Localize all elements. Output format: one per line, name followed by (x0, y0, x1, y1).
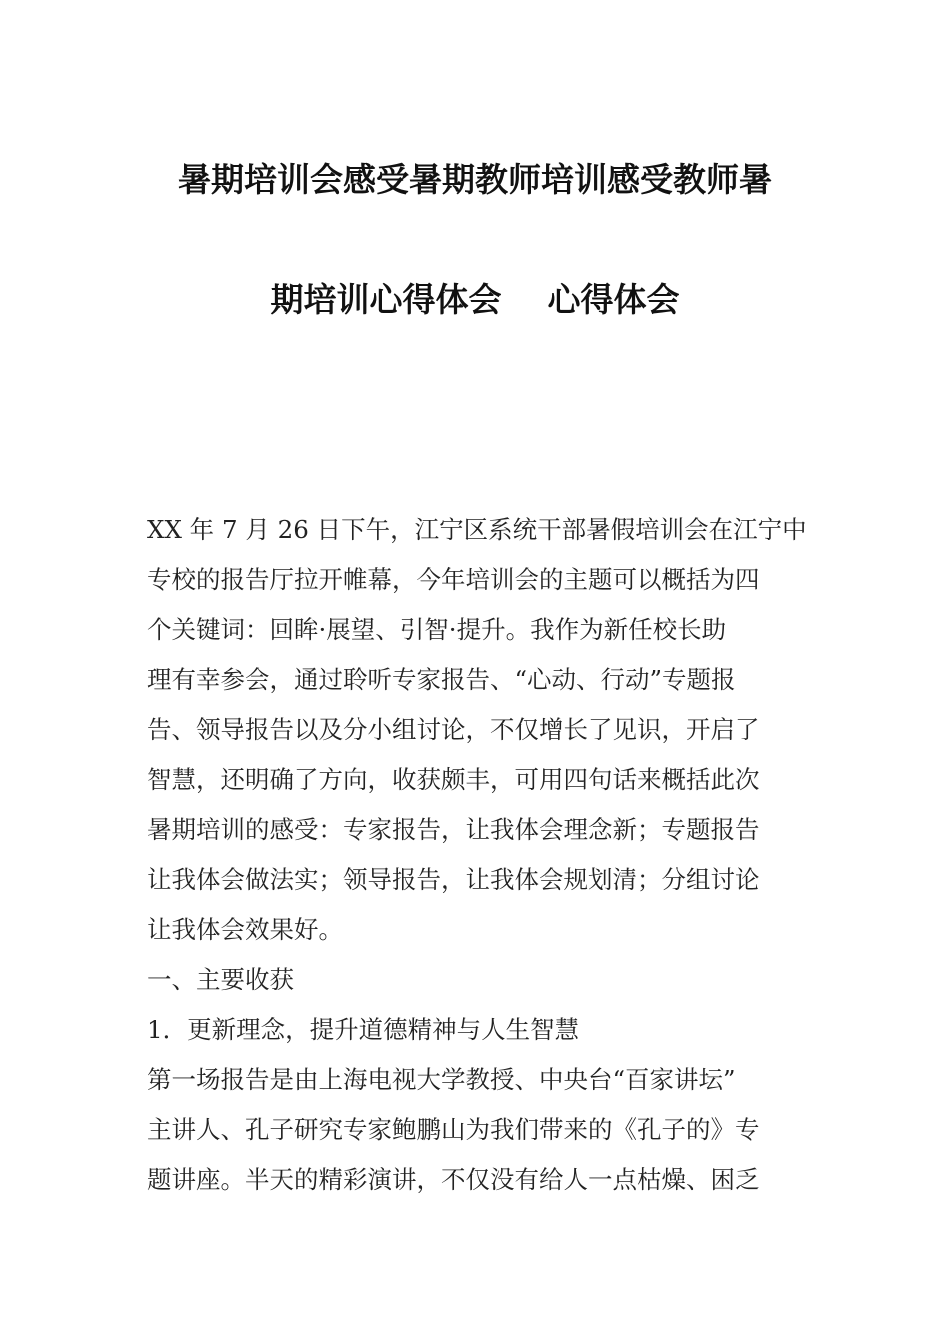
body-line: 智慧，还明确了方向，收获颇丰，可用四句话来概括此次 (147, 765, 760, 794)
body-line: 告、领导报告以及分小组讨论，不仅增长了见识，开启了 (147, 715, 760, 744)
subsection-heading: 1．更新理念，提升道德精神与人生智慧 (147, 1015, 580, 1044)
body-line: 主讲人、孔子研究专家鲍鹏山为我们带来的《孔子的》专 (147, 1115, 760, 1144)
body-line: XX 年 7 月 26 日下午，江宁区系统干部暑假培训会在江宁中 (147, 515, 807, 544)
body-line: 让我体会效果好。 (147, 915, 343, 944)
document-title-line-2: 期培训心得体会 心得体会 (270, 280, 680, 319)
document-title-line-1: 暑期培训会感受暑期教师培训感受教师暑 (178, 160, 772, 199)
body-line: 让我体会做法实；领导报告，让我体会规划清；分组讨论 (147, 865, 760, 894)
body-line: 题讲座。半天的精彩演讲，不仅没有给人一点枯燥、困乏 (147, 1165, 760, 1194)
body-line: 暑期培训的感受：专家报告，让我体会理念新；专题报告 (147, 815, 760, 844)
section-heading: 一、主要收获 (147, 965, 294, 994)
body-line: 理有幸参会，通过聆听专家报告、“心动、行动”专题报 (147, 665, 736, 694)
body-line: 第一场报告是由上海电视大学教授、中央台“百家讲坛” (147, 1065, 736, 1094)
document-body (147, 505, 807, 1205)
body-line: 个关键词：回眸·展望、引智·提升。我作为新任校长助 (147, 615, 727, 644)
body-line: 专校的报告厅拉开帷幕，今年培训会的主题可以概括为四 (147, 565, 760, 594)
